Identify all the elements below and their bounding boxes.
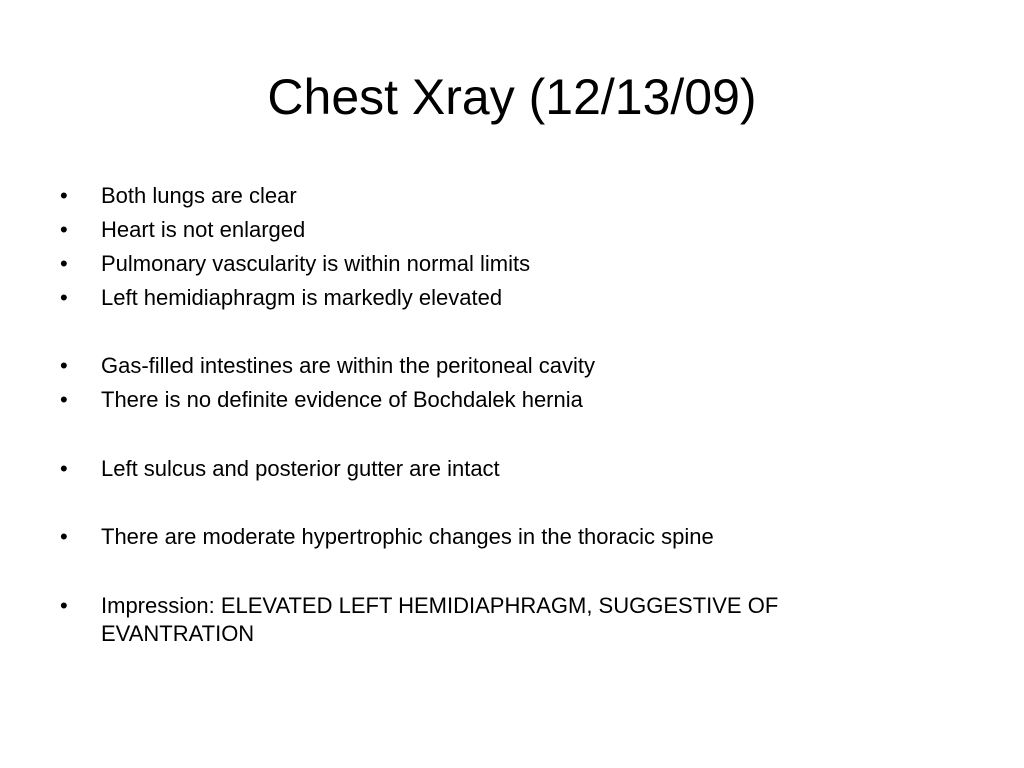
bullet-icon: • bbox=[60, 285, 68, 310]
bullet-icon: • bbox=[60, 456, 68, 481]
bullet-icon: • bbox=[60, 183, 68, 208]
bullet-text: Left hemidiaphragm is markedly elevated bbox=[101, 285, 503, 310]
bullet-icon: • bbox=[60, 593, 68, 618]
bullet-item bbox=[60, 386, 880, 414]
bullet-icon: • bbox=[60, 251, 68, 276]
bullet-icon: • bbox=[60, 353, 68, 378]
bullet-text: Gas-filled intestines are within the peritoneal cavity bbox=[101, 353, 596, 378]
bullet-text: There is no definite evidence of Bochdalek hernia bbox=[101, 387, 583, 412]
bullet-item bbox=[60, 592, 880, 648]
bullet-item bbox=[60, 352, 880, 380]
bullet-icon: • bbox=[60, 387, 68, 412]
bullet-item bbox=[60, 284, 880, 312]
bullet-text: Left sulcus and posterior gutter are intact bbox=[101, 456, 500, 481]
bullet-icon: • bbox=[60, 217, 68, 242]
bullet-text: Impression: ELEVATED LEFT HEMIDIAPHRAGM, SUGGESTIVE OF EVANTRATION bbox=[101, 593, 779, 646]
bullet-icon: • bbox=[60, 524, 68, 549]
bullet-text: Pulmonary vascularity is within normal limits bbox=[101, 251, 531, 276]
bullet-text: There are moderate hypertrophic changes in the thoracic spine bbox=[101, 524, 714, 549]
bullet-item bbox=[60, 455, 880, 483]
bullet-text: Heart is not enlarged bbox=[101, 217, 306, 242]
bullet-item bbox=[60, 523, 880, 551]
bullet-text: Both lungs are clear bbox=[101, 183, 297, 208]
bullet-item bbox=[60, 182, 880, 210]
bullet-item bbox=[60, 216, 880, 244]
slide-title: Chest Xray (12/13/09) bbox=[267, 69, 757, 125]
bullet-item bbox=[60, 250, 880, 278]
